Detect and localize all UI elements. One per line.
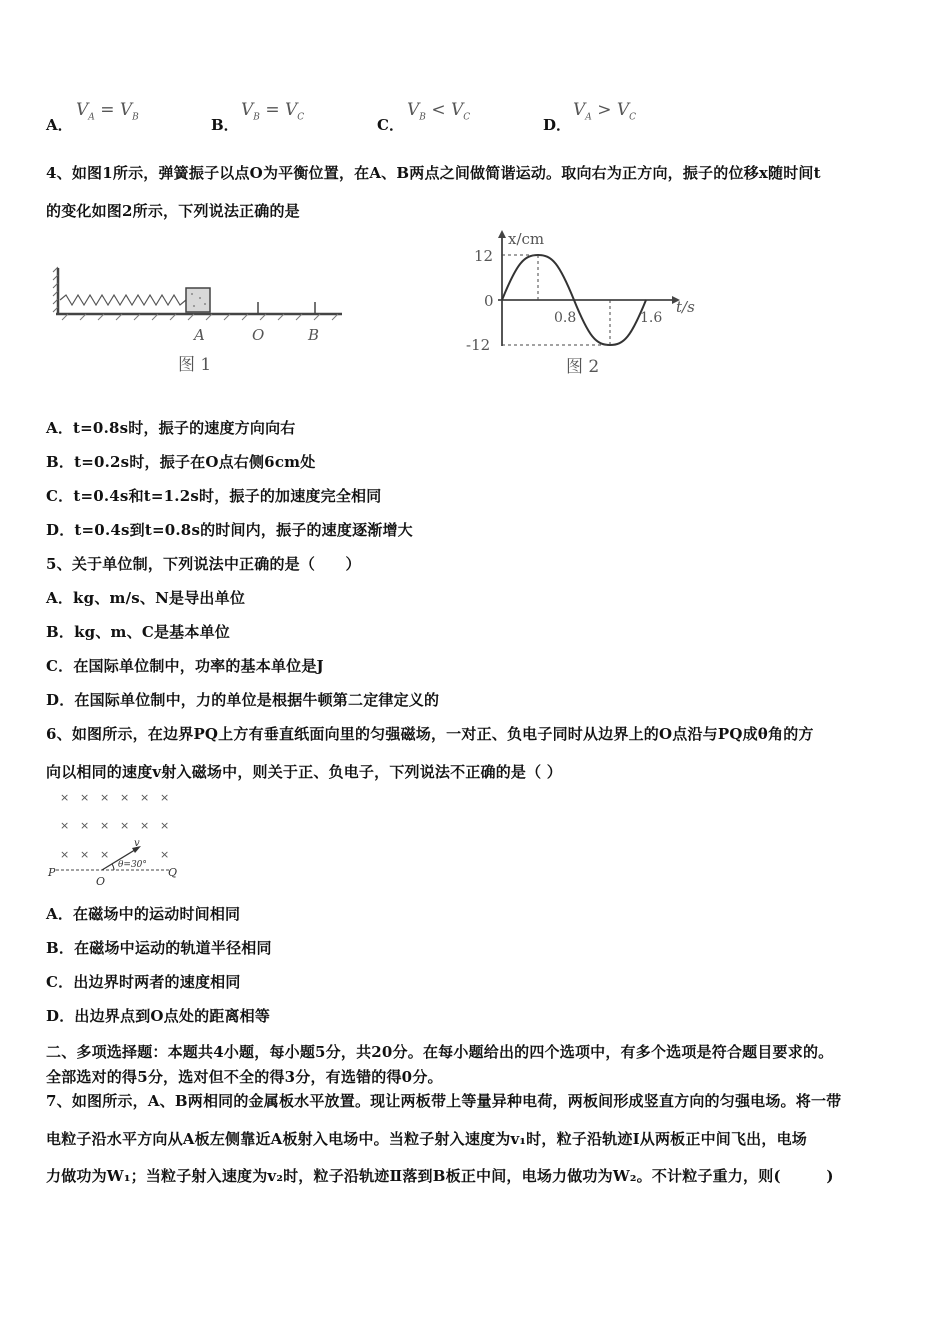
formula-var: V [407, 100, 420, 120]
q6-option-c[interactable]: C．出边界时两者的速度相同 [46, 973, 241, 991]
option-formula [407, 100, 470, 122]
svg-text:×: × [100, 819, 110, 832]
q7-stem-line1: 7、如图所示，A、B两相同的金属板水平放置。现让两板带上等量异种电荷，两板间形成竖直方向的匀强电场。将一带 [46, 1092, 842, 1110]
figure1-caption: 图 1 [178, 355, 212, 375]
y-max-label: 12 [474, 247, 494, 265]
q6-magnetic-field-figure [46, 786, 196, 888]
formula-op: > [597, 100, 612, 120]
q4-option-c[interactable]: C．t=0.4s和t=1.2s时，振子的加速度完全相同 [46, 487, 382, 505]
q7-stem-line3: 力做功为W₁；当粒子射入速度为v₂时，粒子沿轨迹Ⅱ落到B板正中间，电场力做功为W₂。不计粒子重力，则( ) [46, 1167, 834, 1185]
formula-var: V [284, 100, 298, 120]
formula-var: V [119, 100, 133, 120]
option-formula [76, 100, 139, 122]
formula-sub: B [132, 112, 139, 123]
q4-option-a[interactable]: A．t=0.8s时，振子的速度方向向右 [46, 419, 296, 437]
spring-coil [60, 295, 186, 305]
q4-option-d[interactable]: D．t=0.4s到t=0.8s的时间内，振子的速度逐渐增大 [46, 521, 413, 539]
option-formula [241, 100, 304, 122]
svg-text:×: × [120, 791, 130, 804]
formula-sub: A [585, 112, 592, 123]
svg-text:×: × [60, 848, 70, 861]
y-axis-arrow [498, 230, 506, 238]
angle-arc [112, 864, 114, 870]
formula-var: V [573, 100, 586, 120]
x-tick-08: 0.8 [554, 310, 577, 326]
svg-text:×: × [80, 848, 90, 861]
y-min-label: -12 [466, 336, 491, 354]
label-p: P [48, 866, 56, 879]
x-axis-label: t/s [676, 298, 695, 316]
q5-option-d[interactable]: D．在国际单位制中，力的单位是根据牛顿第二定律定义的 [46, 691, 440, 709]
formula-sub: A [88, 112, 95, 123]
formula-var: V [76, 100, 89, 120]
label-a: A [194, 326, 205, 344]
figure2-caption: 图 2 [566, 357, 600, 377]
q6-stem-line1: 6、如图所示，在边界PQ上方有垂直纸面向里的匀强磁场，一对正、负电子同时从边界上的O点沿与PQ成θ角的方 [46, 725, 814, 743]
origin-label: 0 [484, 292, 494, 310]
q6-option-b[interactable]: B．在磁场中运动的轨道半径相同 [46, 939, 272, 957]
field-marks [60, 791, 169, 861]
q4-figure1-spring [50, 262, 350, 377]
svg-text:×: × [60, 819, 70, 832]
formula-sub: C [297, 112, 305, 123]
formula-var: V [241, 100, 254, 120]
formula-op: = [265, 100, 280, 120]
svg-text:×: × [160, 791, 170, 804]
svg-text:×: × [160, 848, 170, 861]
label-o: O [252, 326, 265, 344]
svg-text:×: × [140, 819, 150, 832]
formula-sub: C [463, 112, 471, 123]
angle-label: θ=30° [118, 860, 147, 870]
option-label: A． [46, 116, 73, 134]
formula-sub: C [629, 112, 637, 123]
option-formula [573, 100, 636, 122]
x-tick-16: 1.6 [640, 310, 663, 326]
oscillator-block [186, 288, 210, 312]
q5-option-c[interactable]: C．在国际单位制中，功率的基本单位是J [46, 657, 324, 675]
svg-text:×: × [60, 791, 70, 804]
option-label: B． [211, 116, 239, 134]
q3-options-row [46, 96, 906, 136]
q4-stem-line2: 的变化如图2所示，下列说法正确的是 [46, 202, 300, 220]
formula-sub: B [419, 112, 426, 123]
label-o: O [96, 875, 106, 888]
q7-stem-line2: 电粒子沿水平方向从A板左侧靠近A板射入电场中。当粒子射入速度为v₁时，粒子沿轨迹Ⅰ从两板正中间飞出，电场 [46, 1130, 807, 1148]
y-axis-label: x/cm [508, 230, 545, 248]
q5-option-b[interactable]: B．kg、m、C是基本单位 [46, 623, 230, 641]
formula-sub: B [253, 112, 260, 123]
option-label: D． [543, 116, 572, 134]
q4-option-b[interactable]: B．t=0.2s时，振子在O点右侧6cm处 [46, 453, 316, 471]
svg-text:×: × [160, 819, 170, 832]
svg-text:×: × [100, 791, 110, 804]
formula-op: < [431, 100, 446, 120]
section2-heading-line2: 全部选对的得5分，选对但不全的得3分，有选错的得0分。 [46, 1068, 443, 1086]
q6-option-d[interactable]: D．出边界点到O点处的距离相等 [46, 1007, 271, 1025]
q6-stem-line2: 向以相同的速度v射入磁场中，则关于正、负电子，下列说法不正确的是（ ） [46, 763, 562, 781]
formula-var: V [450, 100, 464, 120]
section2-heading-line1: 二、多项选择题：本题共4小题，每小题5分，共20分。在每小题给出的四个选项中，有多个选项是符合题目要求的。 [46, 1043, 834, 1061]
svg-text:×: × [80, 819, 90, 832]
formula-op: = [100, 100, 115, 120]
formula-var: V [616, 100, 630, 120]
q6-option-a[interactable]: A．在磁场中的运动时间相同 [46, 905, 241, 923]
svg-text:×: × [100, 848, 110, 861]
svg-text:×: × [120, 819, 130, 832]
svg-text:×: × [140, 791, 150, 804]
label-v: v [134, 838, 140, 849]
q5-stem: 5、关于单位制，下列说法中正确的是（ ） [46, 555, 361, 573]
q4-figure2-xt-graph [462, 228, 712, 378]
q5-option-a[interactable]: A．kg、m/s、N是导出单位 [46, 589, 246, 607]
label-b: B [308, 326, 320, 344]
svg-text:×: × [80, 791, 90, 804]
q4-stem-line1: 4、如图1所示，弹簧振子以点O为平衡位置，在A、B两点之间做简谐运动。取向右为正方向，振子的位移x随时间t [46, 164, 821, 182]
option-label: C． [377, 116, 404, 134]
label-q: Q [168, 866, 178, 879]
